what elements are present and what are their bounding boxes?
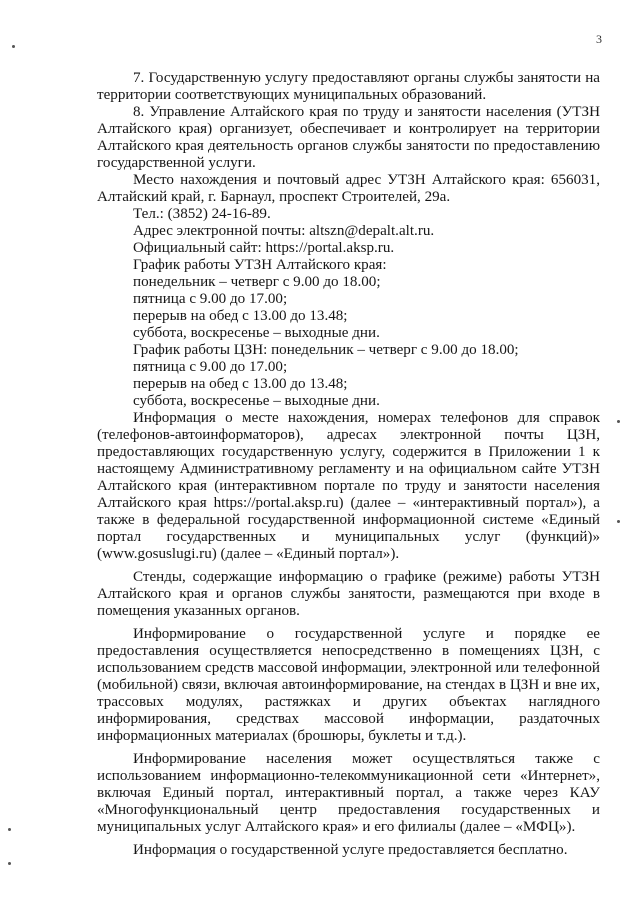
czn-schedule-fri: пятница с 9.00 до 17.00; [133, 359, 288, 375]
czn-schedule-weekend: суббота, воскресенье – выходные дни. [133, 393, 380, 409]
scan-speck [617, 520, 620, 523]
utzn-schedule-title: График работы УТЗН Алтайского края: [133, 257, 387, 273]
scan-speck [12, 45, 15, 48]
czn-schedule-lunch: перерыв на обед с 13.00 до 13.48; [133, 376, 348, 392]
informing-paragraph: Информирование о государственной услуге и порядке ее предоставления осуществляется непосредственно в помещениях ЦЗН, с использованием средств массовой информации, электронной или телефонной (мобильной) связи, включая автоинформирование, на стендах в ЦЗН и вне их, трассовых модулях, растяжках и других объектах наглядного информирования, средствах массовой информации, раздаточных информационных материалах (брошюры, буклеты и т.д.). [97, 626, 600, 744]
paragraph-7: 7. Государственную услугу предоставляют органы службы занятости на территории соответствующих муниципальных образований. [97, 70, 600, 103]
utzn-schedule-lunch: перерыв на обед с 13.00 до 13.48; [133, 308, 348, 324]
paragraph-8: 8. Управление Алтайского края по труду и занятости населения (УТЗН Алтайского края) организует, обеспечивает и контролирует на территории Алтайского края деятельность органов службы занятости по предоставлению государственной услуги. [97, 104, 600, 171]
scan-speck [8, 862, 11, 865]
document-body [97, 70, 600, 859]
utzn-schedule-fri: пятница с 9.00 до 17.00; [133, 291, 288, 307]
czn-schedule-mon-thu: График работы ЦЗН: понедельник – четверг с 9.00 до 18.00; [133, 342, 519, 358]
scan-speck [617, 420, 620, 423]
email-line: Адрес электронной почты: altszn@depalt.alt.ru. [133, 223, 435, 239]
page-number: 3 [596, 32, 602, 46]
utzn-schedule-weekend: суббота, воскресенье – выходные дни. [133, 325, 380, 341]
website-line: Официальный сайт: https://portal.aksp.ru. [133, 240, 395, 256]
stands-paragraph: Стенды, содержащие информацию о графике (режиме) работы УТЗН Алтайского края и органов службы занятости, размещаются при входе в помещения указанных органов. [97, 569, 600, 619]
scan-speck [8, 828, 11, 831]
info-location-paragraph: Информация о месте нахождения, номерах телефонов для справок (телефонов-автоинформаторов), адресах электронной почты ЦЗН, предоставляющих государственную услугу, содержится в Приложении 1 к настоящему Административному регламенту и на официальном сайте УТЗН Алтайского края (интерактивном портале по труду и занятости населения Алтайского края https://portal.aksp.ru) (далее – «интерактивный портал»), а также в федеральной государственной информационной системе «Единый портал государственных и муниципальных услуг (функций)» (www.gosuslugi.ru) (далее – «Единый портал»). [97, 410, 600, 562]
phone-line: Тел.: (3852) 24-16-89. [133, 206, 271, 222]
address-paragraph: Место нахождения и почтовый адрес УТЗН Алтайского края: 656031, Алтайский край, г. Барнаул, проспект Строителей, 29а. [97, 172, 600, 205]
free-info-paragraph: Информация о государственной услуге предоставляется бесплатно. [133, 842, 568, 858]
utzn-schedule-mon-thu: понедельник – четверг с 9.00 до 18.00; [133, 274, 381, 290]
internet-paragraph: Информирование населения может осуществляться также с использованием информационно-телекоммуникационной сети «Интернет», включая Единый портал, интерактивный портал, а также через КАУ «Многофункциональный центр предоставления государственных и муниципальных услуг Алтайского края» и его филиалы (далее – «МФЦ»). [97, 751, 600, 835]
